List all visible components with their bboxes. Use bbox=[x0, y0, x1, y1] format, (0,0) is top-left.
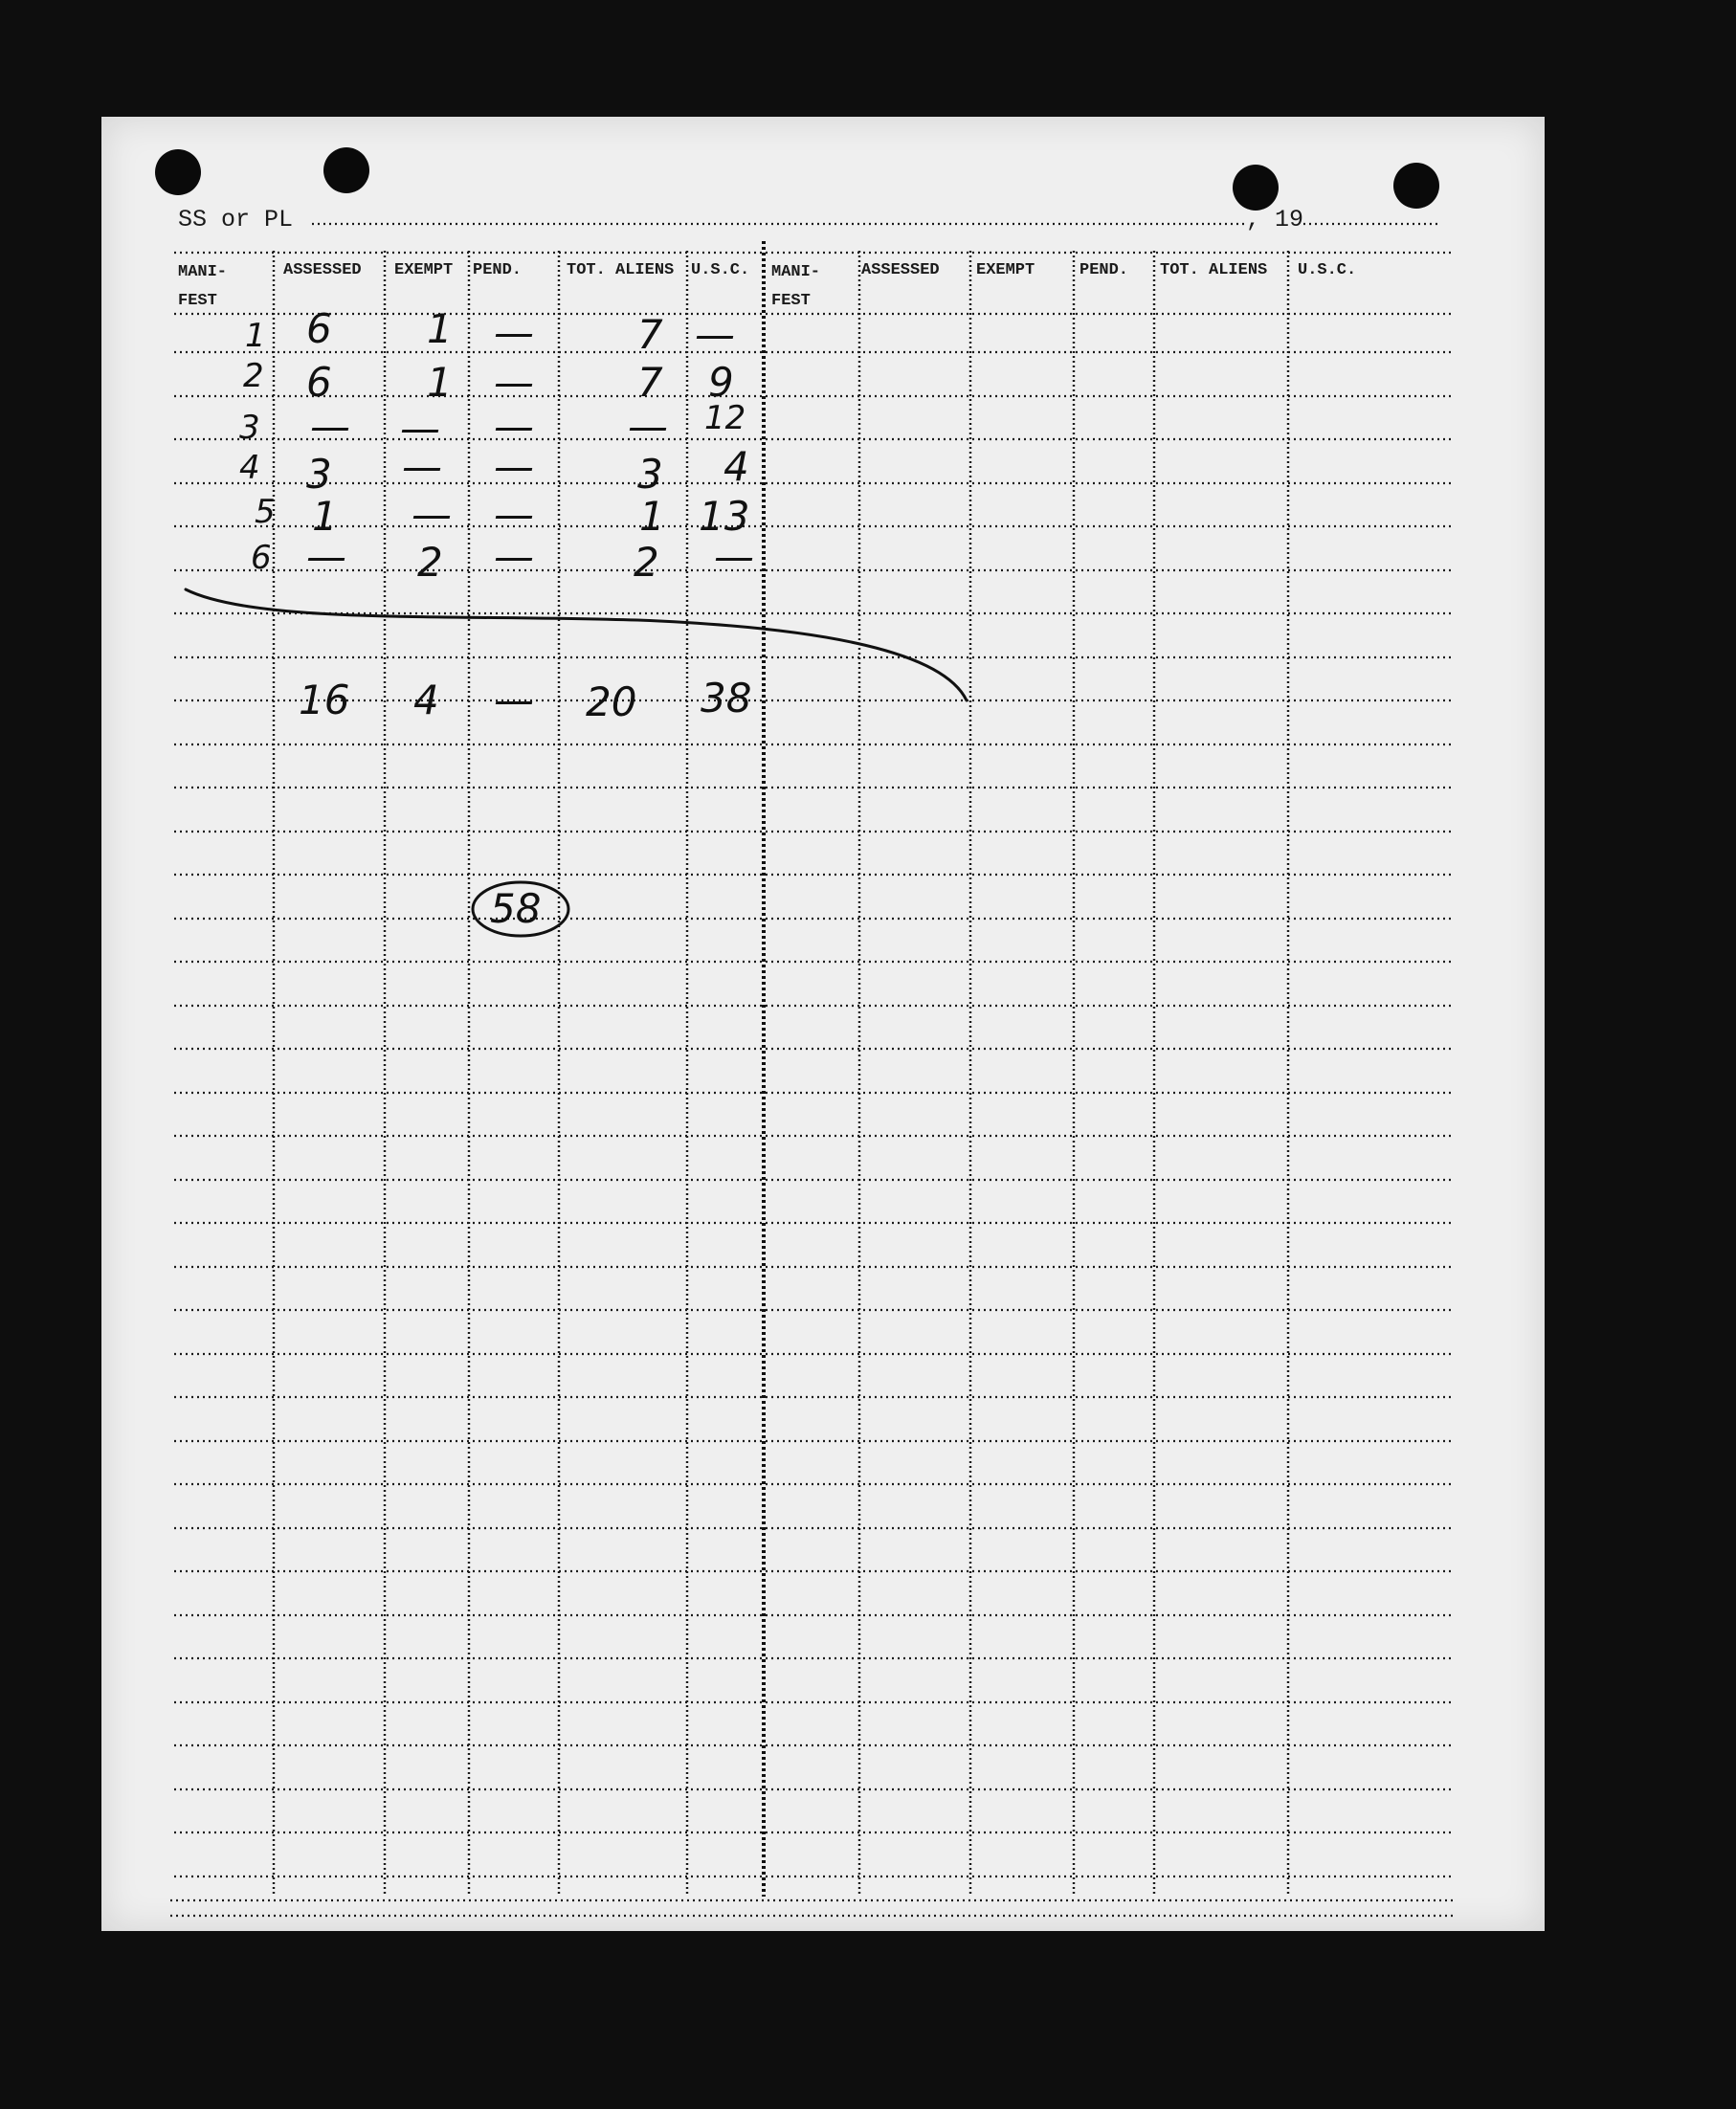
ship-label: SS or PL bbox=[178, 206, 294, 233]
col-pend-header-right: PEND. bbox=[1079, 261, 1129, 279]
col-usc-header-right: U.S.C. bbox=[1298, 261, 1357, 279]
col-manifest-header-right: MANI- bbox=[771, 263, 821, 281]
entry-assessed: 6 bbox=[306, 305, 332, 352]
entry-exempt: 1 bbox=[427, 359, 453, 406]
entry-assessed: 6 bbox=[306, 359, 332, 406]
col-tot-aliens-header-right: TOT. ALIENS bbox=[1160, 261, 1268, 279]
total-tot-aliens: 20 bbox=[586, 678, 637, 725]
col-assessed-header-right: ASSESSED bbox=[861, 261, 940, 279]
entry-pend: — bbox=[494, 403, 534, 450]
entry-tot-aliens: 7 bbox=[637, 311, 663, 358]
col-pend-header: PEND. bbox=[473, 261, 523, 279]
total-exempt: 4 bbox=[413, 677, 439, 723]
entry-assessed: 1 bbox=[312, 493, 338, 540]
entry-assessed: 3 bbox=[306, 451, 332, 498]
entry-exempt: 1 bbox=[427, 305, 453, 352]
entry-tot-aliens: 1 bbox=[639, 493, 665, 540]
entry-usc: 4 bbox=[723, 443, 749, 490]
entry-manifest: 4 bbox=[239, 449, 260, 487]
totals-row bbox=[299, 675, 751, 725]
entry-assessed: — bbox=[306, 533, 346, 580]
col-exempt-header: EXEMPT bbox=[394, 261, 454, 279]
entry-manifest: 5 bbox=[255, 493, 276, 531]
entry-usc: 9 bbox=[708, 359, 734, 406]
entry-tot-aliens: 3 bbox=[637, 451, 663, 498]
col-manifest-header: MANI- bbox=[178, 263, 228, 281]
col-assessed-header: ASSESSED bbox=[283, 261, 362, 279]
entry-row bbox=[239, 443, 749, 498]
ruled-grid bbox=[170, 241, 1455, 1916]
entry-row bbox=[251, 533, 754, 586]
entry-exempt: — bbox=[412, 491, 452, 538]
entry-pend: — bbox=[494, 359, 534, 406]
entry-exempt: — bbox=[400, 405, 440, 452]
entry-usc: 13 bbox=[699, 493, 750, 540]
punch-hole bbox=[1233, 165, 1279, 211]
year-label: , 19 bbox=[1246, 206, 1304, 233]
entry-usc: — bbox=[714, 533, 754, 580]
entry-assessed: — bbox=[310, 403, 350, 450]
col-tot-aliens-header: TOT. ALIENS bbox=[567, 261, 675, 279]
col-usc-header: U.S.C. bbox=[691, 261, 750, 279]
entry-row bbox=[239, 399, 746, 452]
col-exempt-header-right: EXEMPT bbox=[976, 261, 1035, 279]
punch-hole bbox=[155, 149, 201, 195]
total-usc: 38 bbox=[701, 675, 752, 722]
col-manifest-header-2: FEST bbox=[178, 292, 217, 310]
entry-tot-aliens: 7 bbox=[637, 359, 663, 406]
entry-pend: — bbox=[494, 309, 534, 356]
entry-manifest: 1 bbox=[245, 317, 266, 355]
total-assessed: 16 bbox=[299, 677, 350, 723]
entry-exempt: — bbox=[402, 443, 442, 490]
entry-manifest: 6 bbox=[251, 539, 272, 577]
entry-usc: 12 bbox=[704, 399, 746, 437]
total-pend: — bbox=[494, 677, 534, 723]
entry-pend: — bbox=[494, 533, 534, 580]
entry-tot-aliens: — bbox=[628, 403, 668, 450]
form-sheet bbox=[101, 117, 1545, 1931]
entry-tot-aliens: 2 bbox=[634, 539, 659, 586]
entry-manifest: 2 bbox=[243, 357, 264, 395]
entry-pend: — bbox=[494, 491, 534, 538]
grand-total: 58 bbox=[490, 885, 542, 932]
punch-hole bbox=[1393, 163, 1439, 209]
col-manifest-header-right-2: FEST bbox=[771, 292, 811, 310]
entry-row bbox=[243, 357, 734, 406]
manifest-entries bbox=[239, 305, 754, 586]
entry-usc: — bbox=[695, 311, 735, 358]
worksheet-canvas bbox=[101, 117, 1545, 1931]
entry-pend: — bbox=[494, 443, 534, 490]
entry-exempt: 2 bbox=[417, 539, 443, 586]
entry-manifest: 3 bbox=[239, 409, 260, 447]
punch-hole bbox=[323, 147, 369, 193]
